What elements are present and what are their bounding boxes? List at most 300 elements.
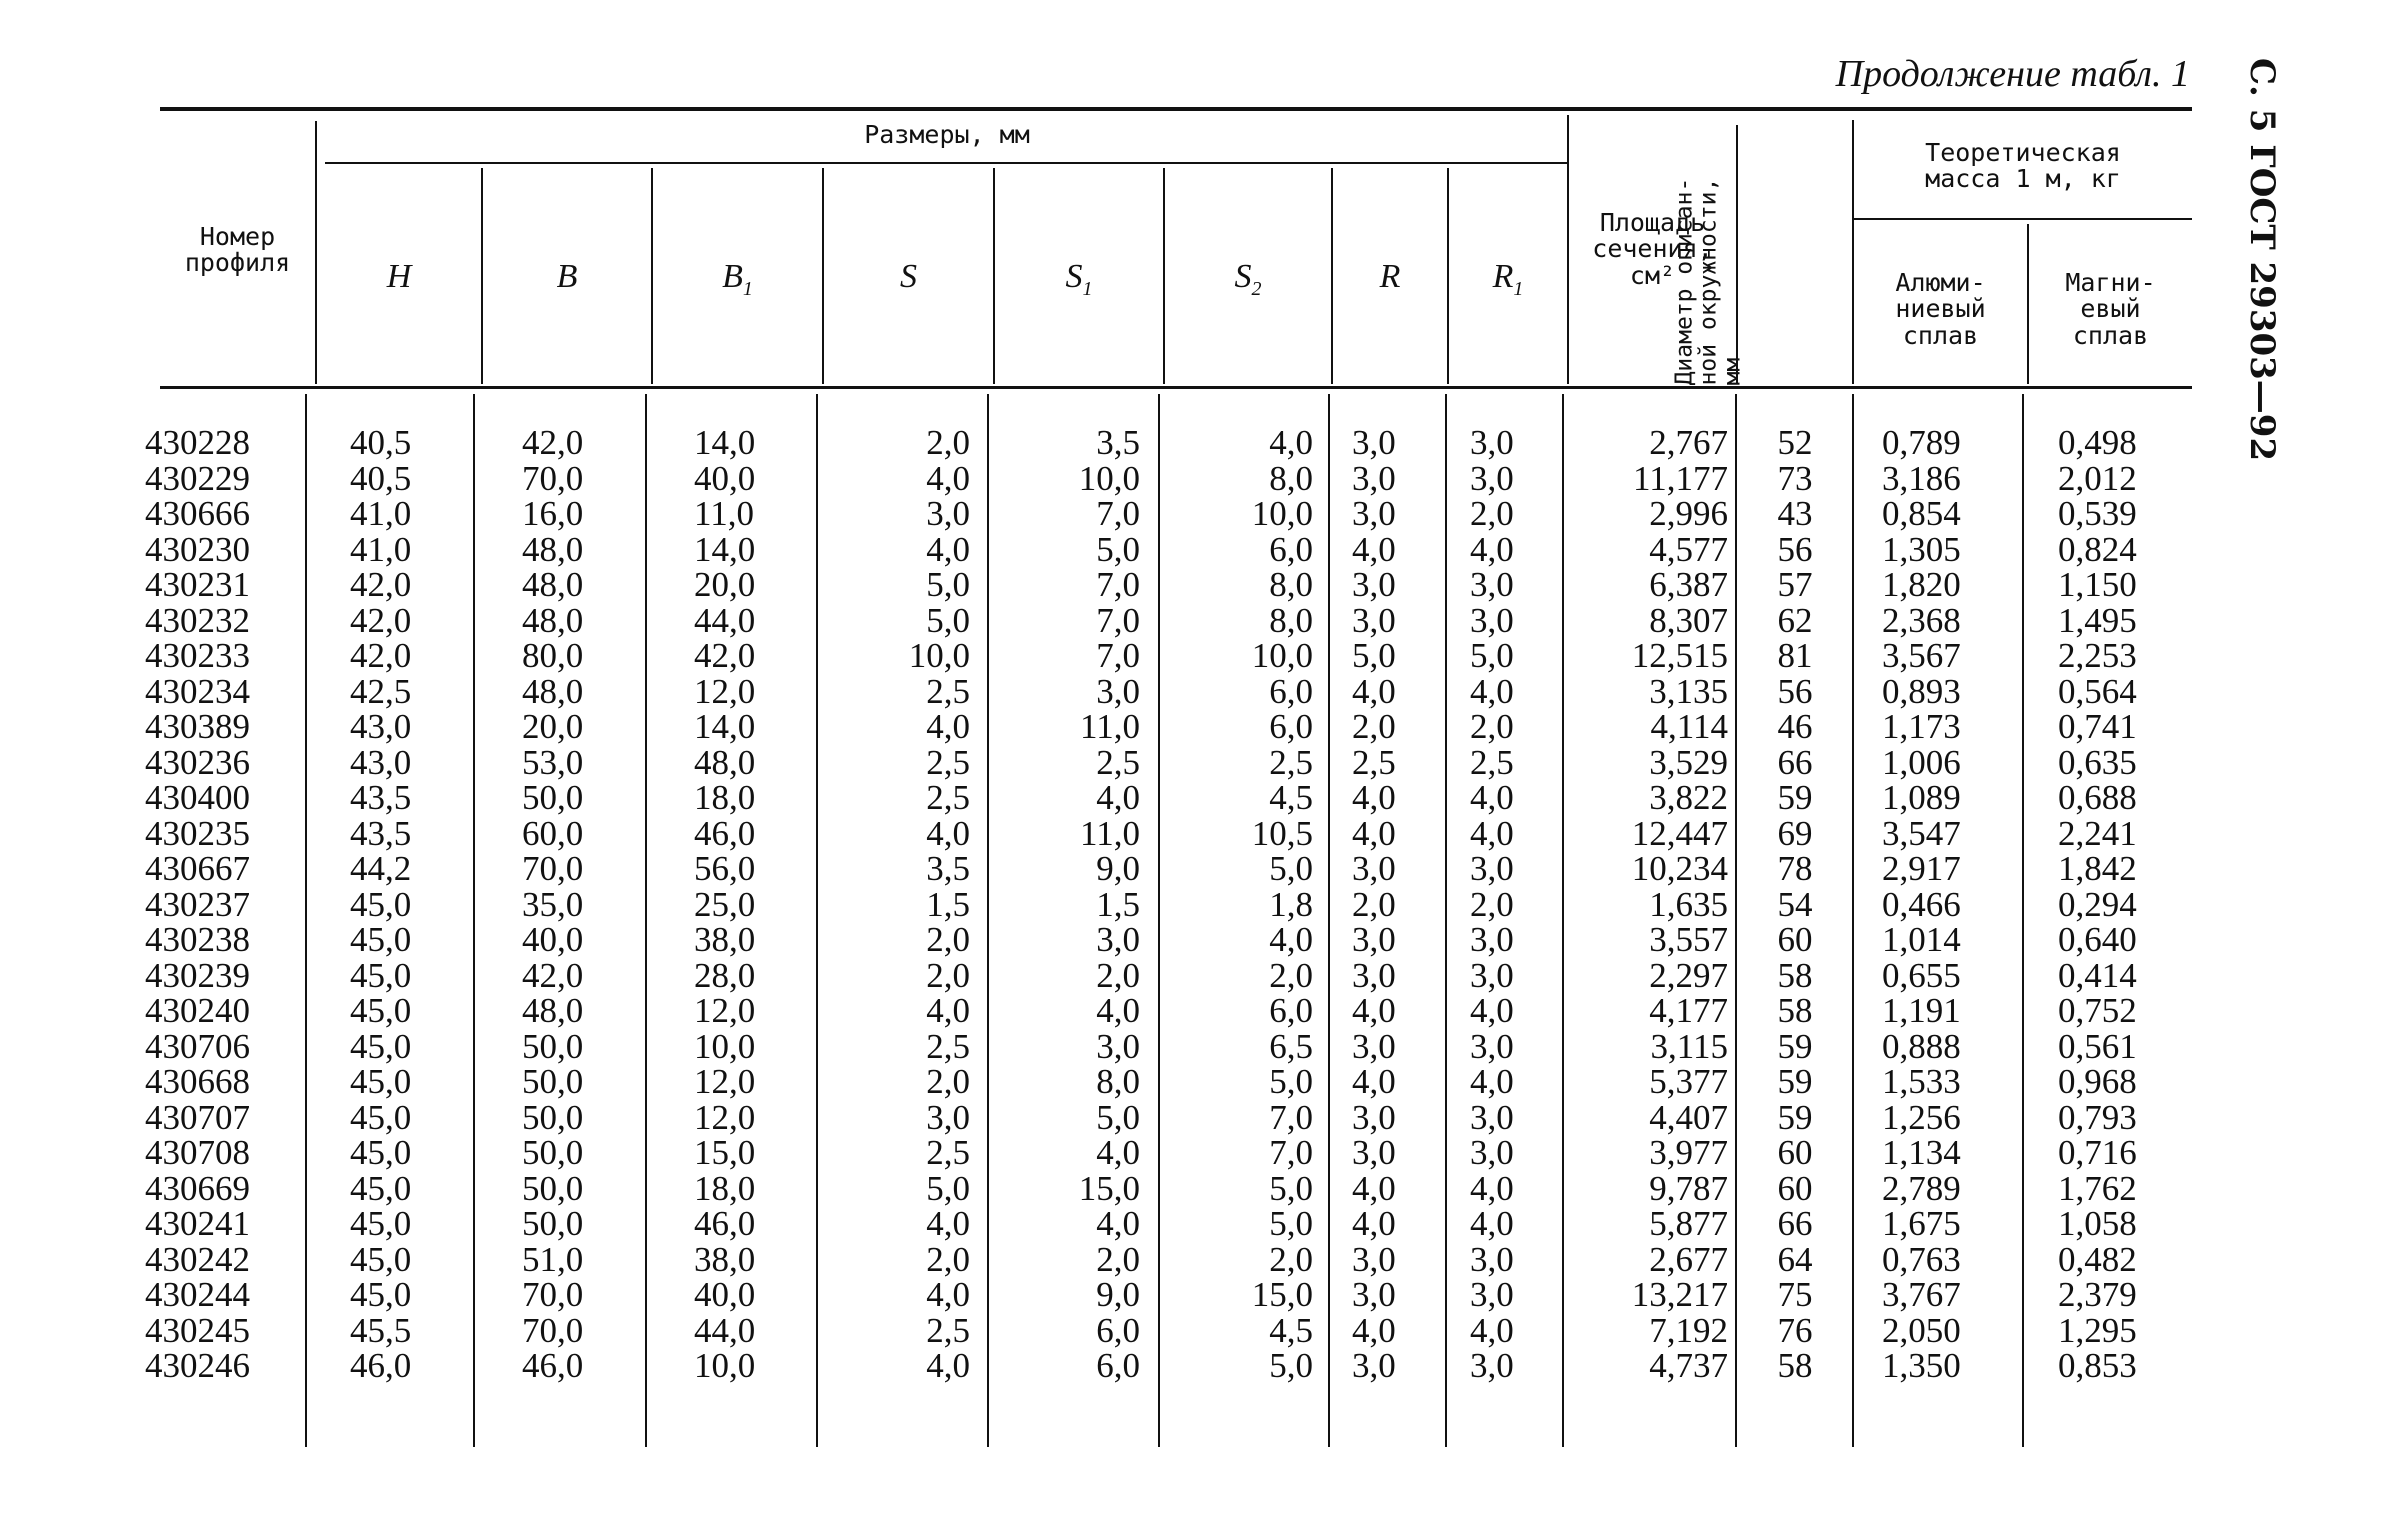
- table-cell: 2,241: [2058, 813, 2137, 853]
- table-cell: 45,0: [350, 1275, 412, 1314]
- table-cell: 3,0: [1352, 955, 1396, 995]
- header-S2: $S_2$: [1234, 258, 1262, 300]
- table-cell: 2,5: [926, 742, 970, 782]
- table-cell: 48,0: [694, 742, 756, 782]
- table-cell: 4,0: [926, 813, 970, 853]
- table-cell: 70,0: [522, 1310, 584, 1350]
- table-cell: 2,0: [1470, 494, 1514, 533]
- table-cell: 4,0: [1470, 1204, 1514, 1243]
- column-profile-number: [145, 425, 295, 1384]
- table-cell: 5,0: [1096, 529, 1140, 569]
- table-cell: 45,0: [350, 1204, 412, 1243]
- table-cell: 51,0: [522, 1239, 584, 1279]
- table-cell: 3,0: [1470, 423, 1514, 462]
- table-cell: 2,0: [1096, 955, 1140, 995]
- table-cell: 7,0: [1096, 565, 1140, 604]
- header-section-area: Площадь сечения, см²: [1592, 208, 1713, 290]
- table-cell: 40,0: [694, 1275, 756, 1314]
- table-cell: 56: [1777, 529, 1813, 569]
- table-cell: 4,737: [1649, 1346, 1728, 1385]
- table-cell: 6,5: [1269, 1026, 1313, 1066]
- table-cell: 0,466: [1882, 884, 1961, 924]
- table-cell: 3,0: [1096, 920, 1140, 959]
- table-cell: 73: [1777, 458, 1813, 498]
- table-cell: 0,539: [2058, 494, 2137, 533]
- table-cell: 430236: [145, 742, 250, 782]
- table-cell: 45,0: [350, 920, 412, 959]
- table-cell: 0,968: [2058, 1062, 2137, 1101]
- table-cell: 53,0: [522, 742, 584, 782]
- table-cell: 58: [1777, 955, 1813, 995]
- table-cell: 45,0: [350, 1168, 412, 1208]
- table-cell: 3,0: [1352, 1275, 1396, 1314]
- table-cell: 1,089: [1882, 778, 1961, 817]
- table-cell: 7,192: [1649, 1310, 1728, 1350]
- table-cell: 43,5: [350, 778, 412, 817]
- table-cell: 40,0: [694, 458, 756, 498]
- table-cell: 18,0: [694, 778, 756, 817]
- table-cell: 3,0: [1352, 423, 1396, 462]
- table-cell: 58: [1777, 1346, 1813, 1385]
- table-cell: 430230: [145, 529, 250, 569]
- table-cell: 70,0: [522, 849, 584, 888]
- table-cell: 2,5: [926, 778, 970, 817]
- table-cell: 430400: [145, 778, 250, 817]
- table-cell: 2,0: [1269, 955, 1313, 995]
- table-cell: 10,0: [694, 1026, 756, 1066]
- table-cell: 2,0: [926, 423, 970, 462]
- column-mass-aluminium: [1882, 425, 2002, 1384]
- table-cell: 6,387: [1649, 565, 1728, 604]
- table-cell: 10,234: [1631, 849, 1728, 888]
- table-cell: 11,0: [1080, 707, 1140, 746]
- table-cell: 41,0: [350, 529, 412, 569]
- table-cell: 2,0: [926, 920, 970, 959]
- table-cell: 66: [1777, 742, 1813, 782]
- table-cell: 4,0: [1352, 991, 1396, 1030]
- table-cell: 0,793: [2058, 1097, 2137, 1137]
- table-cell: 38,0: [694, 1239, 756, 1279]
- column-S1: [1015, 425, 1140, 1384]
- table-top-rule: [160, 107, 2192, 111]
- table-cell: 4,177: [1649, 991, 1728, 1030]
- table-cell: 3,115: [1650, 1026, 1728, 1066]
- table-cell: 70,0: [522, 1275, 584, 1314]
- col-rule: [1158, 394, 1160, 1447]
- table-cell: 50,0: [522, 778, 584, 817]
- table-cell: 10,0: [1251, 494, 1313, 533]
- header-H: H: [386, 258, 412, 295]
- table-cell: 46,0: [694, 813, 756, 853]
- table-cell: 69: [1777, 813, 1813, 853]
- table-cell: 4,0: [1470, 813, 1514, 853]
- table-cell: 54: [1777, 884, 1813, 924]
- table-cell: 1,533: [1882, 1062, 1961, 1101]
- table-cell: 3,547: [1882, 813, 1961, 853]
- table-cell: 430233: [145, 636, 250, 675]
- table-cell: 0,763: [1882, 1239, 1961, 1279]
- table-cell: 3,0: [1470, 1133, 1514, 1172]
- table-cell: 3,0: [1352, 849, 1396, 888]
- table-cell: 0,688: [2058, 778, 2137, 817]
- table-cell: 4,0: [1470, 671, 1514, 711]
- table-cell: 64: [1777, 1239, 1813, 1279]
- mass-group-rule: [1854, 218, 2192, 220]
- table-cell: 41,0: [350, 494, 412, 533]
- table-cell: 1,150: [2058, 565, 2137, 604]
- table-cell: 5,377: [1649, 1062, 1728, 1101]
- header-circumscribed-diameter: Диаметр описан- ной окружности, мм: [1671, 177, 1746, 385]
- table-cell: 4,0: [1352, 778, 1396, 817]
- table-cell: 9,0: [1096, 849, 1140, 888]
- col-rule: [1852, 394, 1854, 1447]
- table-cell: 1,295: [2058, 1310, 2137, 1350]
- header-bottom-rule: [160, 386, 2192, 389]
- table-cell: 430237: [145, 884, 250, 924]
- table-cell: 2,5: [1096, 742, 1140, 782]
- table-cell: 40,0: [522, 920, 584, 959]
- table-cell: 1,014: [1882, 920, 1961, 959]
- table-cell: 2,0: [1352, 884, 1396, 924]
- table-cell: 4,0: [926, 991, 970, 1030]
- header-S: S: [900, 258, 917, 295]
- table-cell: 48,0: [522, 991, 584, 1030]
- table-cell: 12,0: [694, 1097, 756, 1137]
- table-cell: 430389: [145, 707, 250, 746]
- table-cell: 3,0: [1352, 600, 1396, 640]
- table-cell: 60: [1777, 920, 1813, 959]
- table-cell: 2,050: [1882, 1310, 1961, 1350]
- table-cell: 48,0: [522, 600, 584, 640]
- table-cell: 40,5: [350, 423, 412, 462]
- table-cell: 5,877: [1649, 1204, 1728, 1243]
- table-cell: 59: [1777, 1097, 1813, 1137]
- table-cell: 6,0: [1269, 991, 1313, 1030]
- table-cell: 5,0: [926, 600, 970, 640]
- table-cell: 5,0: [926, 565, 970, 604]
- table-cell: 430235: [145, 813, 250, 853]
- table-cell: 430242: [145, 1239, 250, 1279]
- table-cell: 12,0: [694, 1062, 756, 1101]
- table-cell: 4,0: [1096, 1133, 1140, 1172]
- table-cell: 0,635: [2058, 742, 2137, 782]
- table-cell: 2,677: [1649, 1239, 1728, 1279]
- table-cell: 3,0: [1352, 1239, 1396, 1279]
- table-cell: 42,0: [350, 600, 412, 640]
- table-cell: 10,0: [1251, 636, 1313, 675]
- table-cell: 60: [1777, 1133, 1813, 1172]
- table-cell: 430669: [145, 1168, 250, 1208]
- table-cell: 14,0: [694, 707, 756, 746]
- table-cell: 0,893: [1882, 671, 1961, 711]
- table-cell: 80,0: [522, 636, 584, 675]
- table-cell: 3,186: [1882, 458, 1961, 498]
- table-cell: 4,0: [1470, 778, 1514, 817]
- table-cell: 45,0: [350, 955, 412, 995]
- table-cell: 10,0: [694, 1346, 756, 1385]
- table-cell: 0,482: [2058, 1239, 2137, 1279]
- table-cell: 46: [1777, 707, 1813, 746]
- table-cell: 0,564: [2058, 671, 2137, 711]
- table-cell: 12,0: [694, 671, 756, 711]
- table-cell: 5,0: [1352, 636, 1396, 675]
- table-cell: 0,498: [2058, 423, 2137, 462]
- table-cell: 12,515: [1631, 636, 1728, 675]
- table-cell: 44,0: [694, 1310, 756, 1350]
- table-cell: 52: [1777, 423, 1813, 462]
- table-cell: 46,0: [350, 1346, 412, 1385]
- table-cell: 3,0: [1352, 1346, 1396, 1385]
- table-cell: 76: [1777, 1310, 1813, 1350]
- table-cell: 3,0: [1470, 1275, 1514, 1314]
- table-cell: 2,368: [1882, 600, 1961, 640]
- table-cell: 75: [1777, 1275, 1813, 1314]
- table-cell: 3,0: [1470, 955, 1514, 995]
- table-cell: 10,5: [1251, 813, 1313, 853]
- table-cell: 3,0: [926, 1097, 970, 1137]
- table-cell: 3,0: [1470, 1026, 1514, 1066]
- table-cell: 2,379: [2058, 1275, 2137, 1314]
- table-cell: 28,0: [694, 955, 756, 995]
- table-cell: 4,0: [1352, 813, 1396, 853]
- table-cell: 2,012: [2058, 458, 2137, 498]
- table-cell: 3,0: [1352, 1133, 1396, 1172]
- table-caption: Продолжение табл. 1: [1835, 53, 2190, 95]
- table-cell: 4,0: [1470, 1062, 1514, 1101]
- table-cell: 48,0: [522, 565, 584, 604]
- table-cell: 430240: [145, 991, 250, 1030]
- table-cell: 3,5: [926, 849, 970, 888]
- table-cell: 4,0: [1470, 991, 1514, 1030]
- table-cell: 1,305: [1882, 529, 1961, 569]
- table-cell: 78: [1777, 849, 1813, 888]
- col-rule: [315, 121, 317, 384]
- table-cell: 43: [1777, 494, 1813, 533]
- table-cell: 9,787: [1649, 1168, 1728, 1208]
- table-cell: 430707: [145, 1097, 250, 1137]
- table-cell: 1,820: [1882, 565, 1961, 604]
- header-theoretical-mass: Теоретическая масса 1 м, кг: [1925, 138, 2121, 194]
- column-mass-magnesium: [2058, 425, 2178, 1384]
- table-cell: 38,0: [694, 920, 756, 959]
- table-cell: 10,0: [1078, 458, 1140, 498]
- table-cell: 430234: [145, 671, 250, 711]
- table-cell: 4,0: [1352, 1204, 1396, 1243]
- table-cell: 8,0: [1096, 1062, 1140, 1101]
- table-cell: 7,0: [1096, 636, 1140, 675]
- table-cell: 3,0: [1096, 1026, 1140, 1066]
- table-cell: 42,0: [522, 955, 584, 995]
- table-cell: 2,0: [926, 1062, 970, 1101]
- table-cell: 430239: [145, 955, 250, 995]
- table-cell: 45,0: [350, 1097, 412, 1137]
- col-rule: [645, 394, 647, 1447]
- table-cell: 3,0: [1352, 1097, 1396, 1137]
- column-B: [522, 425, 642, 1384]
- column-R: [1352, 425, 1442, 1384]
- table-cell: 0,655: [1882, 955, 1961, 995]
- table-cell: 0,854: [1882, 494, 1961, 533]
- table-cell: 3,0: [1470, 920, 1514, 959]
- table-cell: 1,675: [1882, 1204, 1961, 1243]
- table-cell: 7,0: [1096, 600, 1140, 640]
- table-cell: 14,0: [694, 423, 756, 462]
- table-cell: 4,407: [1649, 1097, 1728, 1137]
- table-cell: 4,0: [1096, 991, 1140, 1030]
- dims-group-rule: [325, 162, 1569, 164]
- column-R1: [1470, 425, 1560, 1384]
- table-cell: 50,0: [522, 1204, 584, 1243]
- table-cell: 20,0: [522, 707, 584, 746]
- table-cell: 35,0: [522, 884, 584, 924]
- table-cell: 430666: [145, 494, 250, 533]
- table-cell: 13,217: [1631, 1275, 1728, 1314]
- table-cell: 4,0: [1470, 1310, 1514, 1350]
- table-cell: 8,307: [1649, 600, 1728, 640]
- table-cell: 42,0: [694, 636, 756, 675]
- table-cell: 0,888: [1882, 1026, 1961, 1066]
- table-cell: 48,0: [522, 529, 584, 569]
- table-cell: 4,0: [1269, 920, 1313, 959]
- table-cell: 0,853: [2058, 1346, 2137, 1385]
- table-cell: 45,5: [350, 1310, 412, 1350]
- table-cell: 430667: [145, 849, 250, 888]
- col-rule: [1328, 394, 1330, 1447]
- table-cell: 50,0: [522, 1133, 584, 1172]
- table-cell: 3,0: [1470, 565, 1514, 604]
- table-cell: 15,0: [694, 1133, 756, 1172]
- table-cell: 430246: [145, 1346, 250, 1385]
- table-cell: 11,0: [694, 494, 754, 533]
- table-cell: 0,789: [1882, 423, 1961, 462]
- column-S2: [1183, 425, 1313, 1384]
- table-cell: 50,0: [522, 1097, 584, 1137]
- table-cell: 8,0: [1269, 565, 1313, 604]
- table-cell: 5,0: [1269, 1346, 1313, 1385]
- table-cell: 430708: [145, 1133, 250, 1172]
- header-dimensions-group: Размеры, мм: [864, 120, 1030, 149]
- standard-page-label: С. 5 ГОСТ 29303—92: [2242, 58, 2282, 462]
- table-cell: 43,5: [350, 813, 412, 853]
- table-cell: 2,0: [926, 1239, 970, 1279]
- table-cell: 430241: [145, 1204, 250, 1243]
- header-R1: $R_1$: [1492, 258, 1524, 300]
- table-cell: 4,5: [1269, 1310, 1313, 1350]
- table-cell: 42,0: [350, 565, 412, 604]
- table-cell: 59: [1777, 778, 1813, 817]
- table-cell: 44,0: [694, 600, 756, 640]
- table-cell: 18,0: [694, 1168, 756, 1208]
- table-cell: 70,0: [522, 458, 584, 498]
- table-cell: 10,0: [908, 636, 970, 675]
- table-cell: 2,0: [1470, 884, 1514, 924]
- table-cell: 6,0: [1269, 671, 1313, 711]
- table-cell: 2,5: [926, 1026, 970, 1066]
- table-cell: 8,0: [1269, 600, 1313, 640]
- table-cell: 3,0: [1352, 494, 1396, 533]
- table-cell: 430238: [145, 920, 250, 959]
- table-cell: 2,0: [1470, 707, 1514, 746]
- table-cell: 3,0: [1352, 1026, 1396, 1066]
- table-cell: 81: [1777, 636, 1813, 675]
- table-cell: 4,0: [1096, 778, 1140, 817]
- col-rule: [2022, 394, 2024, 1447]
- table-cell: 3,0: [1470, 1346, 1514, 1385]
- table-cell: 60,0: [522, 813, 584, 853]
- table-cell: 2,917: [1882, 849, 1961, 888]
- table-cell: 3,5: [1096, 423, 1140, 462]
- table-cell: 45,0: [350, 1026, 412, 1066]
- table-cell: 4,0: [1269, 423, 1313, 462]
- table-cell: 0,824: [2058, 529, 2137, 569]
- table-cell: 3,135: [1649, 671, 1728, 711]
- table-cell: 3,977: [1649, 1133, 1728, 1172]
- table-cell: 45,0: [350, 884, 412, 924]
- table-cell: 3,0: [1352, 458, 1396, 498]
- col-rule: [1735, 394, 1737, 1447]
- table-cell: 5,0: [1096, 1097, 1140, 1137]
- table-cell: 43,0: [350, 707, 412, 746]
- table-cell: 2,0: [1269, 1239, 1313, 1279]
- table-cell: 2,0: [1096, 1239, 1140, 1279]
- table-cell: 3,529: [1649, 742, 1728, 782]
- column-B1: [694, 425, 814, 1384]
- table-cell: 2,0: [1352, 707, 1396, 746]
- table-cell: 60: [1777, 1168, 1813, 1208]
- table-cell: 3,0: [1096, 671, 1140, 711]
- column-diameter: [1755, 425, 1835, 1384]
- table-cell: 3,0: [1470, 458, 1514, 498]
- table-cell: 1,635: [1649, 884, 1728, 924]
- table-cell: 6,0: [1269, 529, 1313, 569]
- table-cell: 2,297: [1649, 955, 1728, 995]
- table-cell: 6,0: [1096, 1346, 1140, 1385]
- table-cell: 20,0: [694, 565, 756, 604]
- column-section-area: [1578, 425, 1728, 1384]
- table-cell: 7,0: [1096, 494, 1140, 533]
- table-cell: 2,5: [926, 1133, 970, 1172]
- table-cell: 48,0: [522, 671, 584, 711]
- table-cell: 1,173: [1882, 707, 1961, 746]
- table-cell: 4,0: [926, 1346, 970, 1385]
- table-cell: 0,741: [2058, 707, 2137, 746]
- table-cell: 4,114: [1650, 707, 1728, 746]
- table-cell: 2,5: [926, 671, 970, 711]
- table-cell: 5,0: [1269, 1168, 1313, 1208]
- table-cell: 45,0: [350, 1133, 412, 1172]
- table-cell: 7,0: [1269, 1133, 1313, 1172]
- table-cell: 42,5: [350, 671, 412, 711]
- table-cell: 4,0: [1352, 529, 1396, 569]
- table-cell: 15,0: [1251, 1275, 1313, 1314]
- table-cell: 62: [1777, 600, 1813, 640]
- table-cell: 0,294: [2058, 884, 2137, 924]
- header-profile-number: Номер профиля: [184, 222, 291, 278]
- table-cell: 4,0: [1096, 1204, 1140, 1243]
- table-cell: 2,253: [2058, 636, 2137, 675]
- table-cell: 56,0: [694, 849, 756, 888]
- table-cell: 57: [1777, 565, 1813, 604]
- table-cell: 40,5: [350, 458, 412, 498]
- table-cell: 3,0: [1470, 849, 1514, 888]
- table-cell: 14,0: [694, 529, 756, 569]
- table-cell: 4,0: [1352, 1062, 1396, 1101]
- table-cell: 9,0: [1096, 1275, 1140, 1314]
- table-cell: 42,0: [522, 423, 584, 462]
- header-S1: $S_1$: [1065, 258, 1093, 300]
- table-cell: 3,0: [1470, 1239, 1514, 1279]
- table-cell: 3,0: [1470, 1097, 1514, 1137]
